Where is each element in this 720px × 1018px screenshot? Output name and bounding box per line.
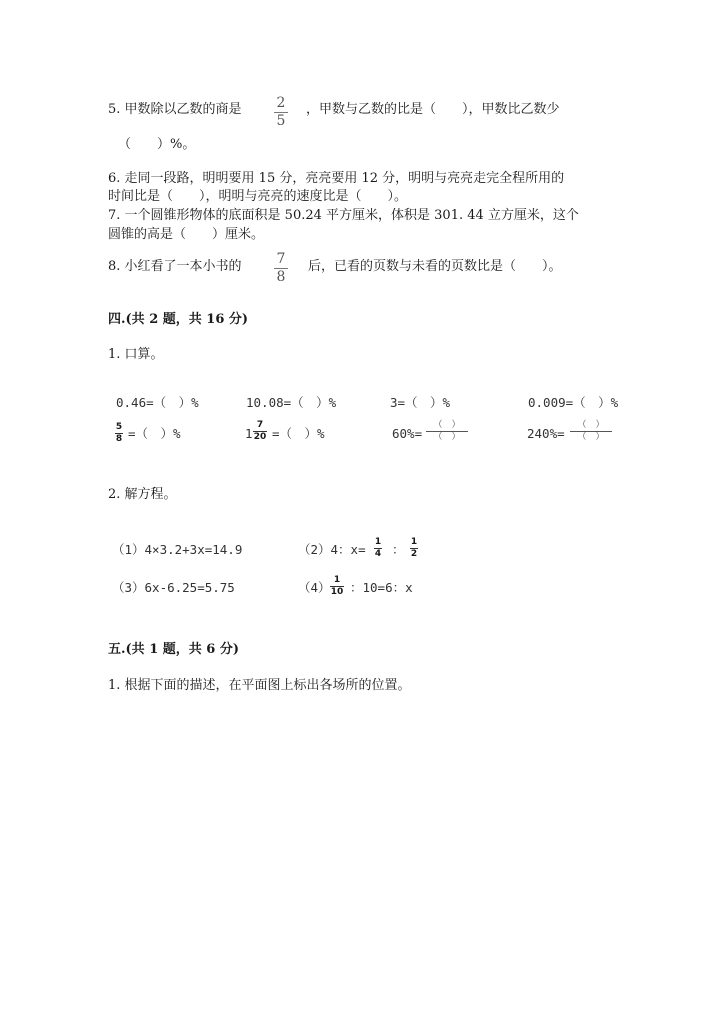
calc-r2-d-fraction [570,421,612,442]
calc-r2-b-fraction [253,421,267,442]
calc-r2-c-text: 60%= [392,426,423,441]
equation-4-suffix: ：10=6：x [350,580,413,595]
q5-text-before: 5. 甲数除以乙数的商是 [108,102,242,117]
equation-2-f1-num: 1 [374,537,382,547]
q5-frac-den: 5 [276,113,286,129]
calc-r1-b: 10.08=（ ）% [246,395,337,410]
calc-r2-c-num: （ ） [433,420,461,430]
q8-text-before: 8. 小红看了一本小书的 [108,259,242,274]
q5-fraction [274,96,288,129]
calc-r2-a-fraction [115,423,123,444]
equation-4-prefix: （4） [298,580,331,595]
equation-2-f1-den: 4 [374,549,382,559]
calc-r1-d: 0.009=（ ）% [528,395,619,410]
equation-2-prefix: （2）4：x= [298,542,366,557]
q8-frac-den: 8 [276,269,286,285]
calc-r2-d-num: （ ） [577,420,605,430]
calc-r2-b-text: =（ ）% [272,426,325,441]
q5-frac-num: 2 [276,95,286,111]
equation-1: （1）4×3.2+3x=14.9 [112,542,243,557]
calc-r2-c-den: （ ） [433,432,461,442]
section5-title: 五.(共 1 题，共 6 分) [108,642,240,657]
section4-q1-label: 1. 口算。 [108,347,164,362]
equation-4-f1-den: 10 [330,587,344,597]
q5-line2: （ ）%。 [118,137,196,152]
q7-line1: 7. 一个圆锥形物体的底面积是 50.24 平方厘米，体积是 301. 44 立方厘米，这个 [108,208,579,223]
equation-4-fraction [330,576,344,597]
calc-r1-c: 3=（ ）% [390,395,451,410]
section5-q1: 1. 根据下面的描述，在平面图上标出各场所的位置。 [108,678,411,693]
calc-r2-b-whole: 1 [245,426,253,441]
q8-text-after: 后，已看的页数与未看的页数比是（ ）。 [308,259,562,274]
calc-r2-b-den: 20 [253,432,267,442]
calc-r2-b-num: 7 [256,420,264,430]
q8-fraction [274,252,288,285]
section4-q2-label: 2. 解方程。 [108,487,177,502]
q6-line1: 6. 走同一段路，明明要用 15 分，亮亮要用 12 分，明明与亮亮走完全程所用的 [108,171,565,186]
q7-line2: 圆锥的高是（ ）厘米。 [108,227,265,242]
calc-r2-c-fraction [426,421,468,442]
q6-line2: 时间比是（ ），明明与亮亮的速度比是（ ）。 [108,189,408,204]
calc-r1-a: 0.46=（ ）% [116,395,199,410]
q5-text-after: ，甲数与乙数的比是（ ），甲数比乙数少 [306,102,560,117]
equation-2-f2-den: 2 [410,549,418,559]
equation-3: （3）6x-6.25=5.75 [112,580,235,595]
q8-frac-num: 7 [276,251,286,267]
calc-r2-d-den: （ ） [577,432,605,442]
calc-r2-a-den: 8 [115,434,123,444]
equation-2-colon: ： [392,542,405,557]
calc-r2-a-text: =（ ）% [128,426,181,441]
equation-4-f1-num: 1 [333,575,341,585]
calc-r2-d-text: 240%= [527,426,565,441]
calc-r2-a-num: 5 [115,422,123,432]
equation-2-fraction-2 [410,538,418,559]
equation-2-fraction-1 [374,538,382,559]
equation-2-f2-num: 1 [410,537,418,547]
section4-title: 四.(共 2 题，共 16 分) [108,312,249,327]
